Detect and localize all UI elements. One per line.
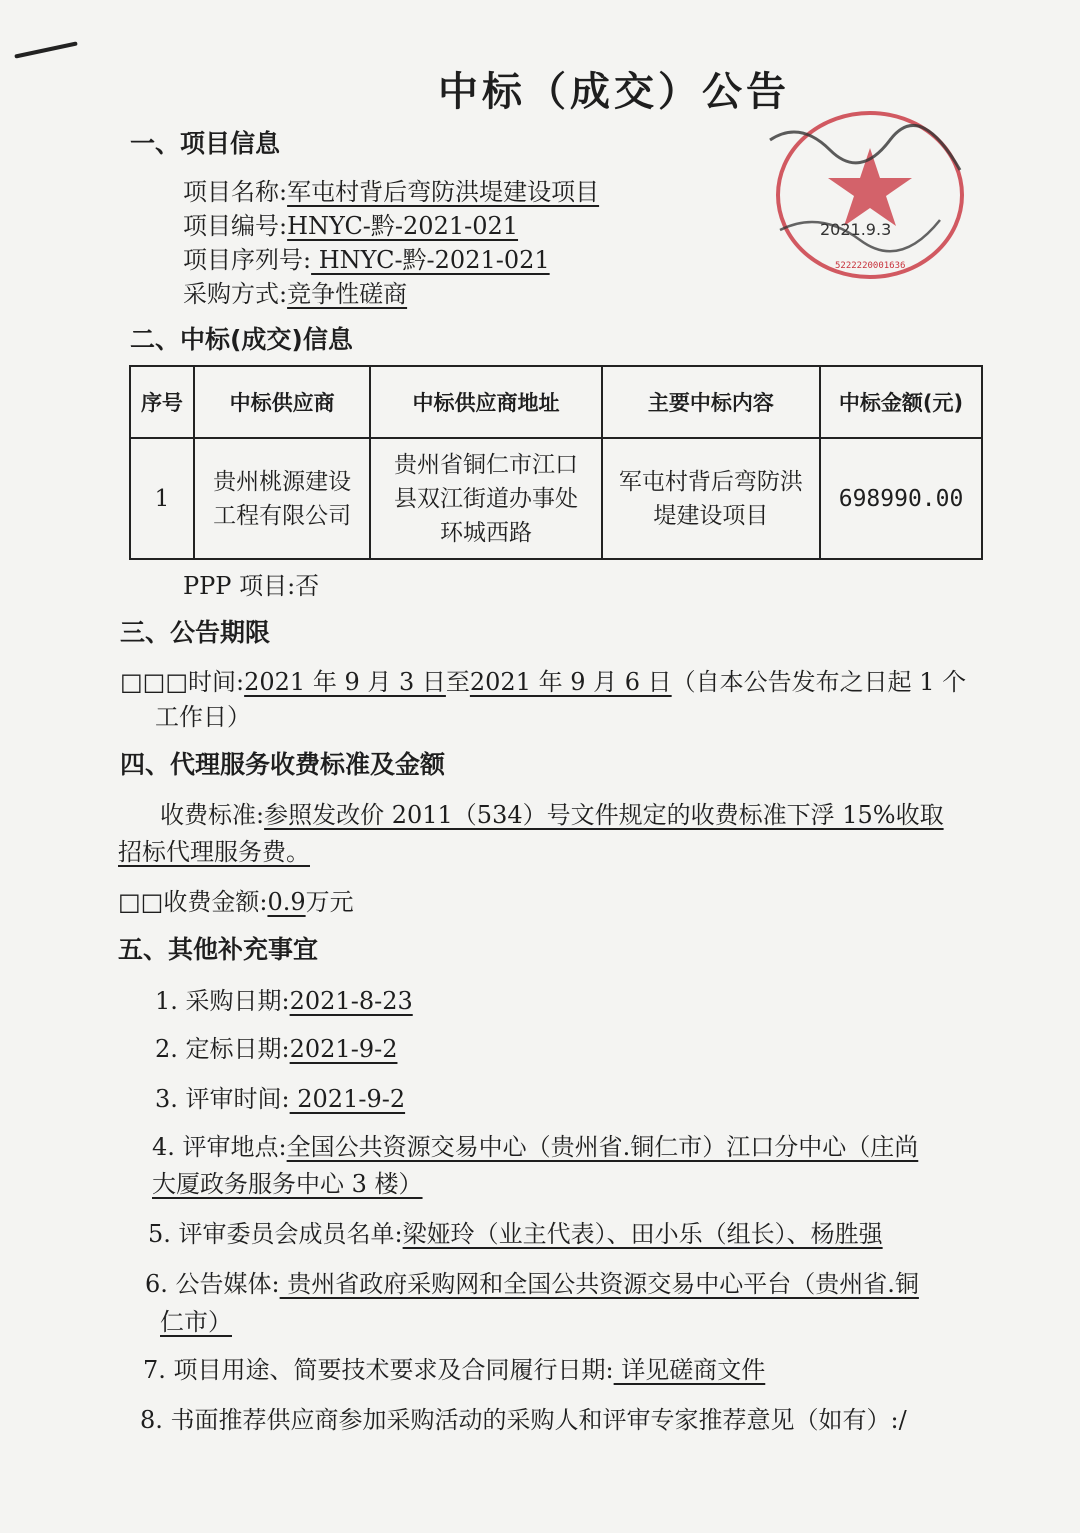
list-item — [152, 1127, 918, 1162]
procurement-method-row — [183, 274, 407, 309]
list-item — [145, 1264, 919, 1299]
address-line2: 县双江街道办事处 — [394, 485, 579, 512]
col-header-supplier: 中标供应商 — [194, 366, 371, 438]
item-label: 3. 评审时间: — [155, 1085, 290, 1113]
item-value: 贵州省政府采购网和全国公共资源交易中心平台（贵州省.铜 — [279, 1270, 919, 1298]
project-code-label: 项目编号: — [183, 212, 288, 240]
procurement-method-label: 采购方式: — [183, 280, 288, 308]
list-item — [143, 1350, 765, 1385]
list-item-cont — [160, 1302, 232, 1337]
supplier-line2: 工程有限公司 — [213, 502, 352, 529]
item-value: 2021-9-2 — [289, 1085, 406, 1113]
award-table — [129, 365, 983, 560]
project-code-row — [183, 206, 518, 241]
fee-amount-unit: 万元 — [305, 888, 354, 916]
col-header-amount: 中标金额(元) — [820, 366, 982, 438]
notice-note: （自本公告发布之日起 1 个 — [671, 668, 967, 696]
supplier-line1: 贵州桃源建设 — [213, 468, 352, 495]
table-row — [130, 438, 982, 559]
fee-amount-row — [118, 882, 354, 917]
project-name-value: 军屯村背后弯防洪堤建设项目 — [287, 178, 600, 206]
item-label: 5. 评审委员会成员名单: — [148, 1220, 403, 1248]
project-code-value: HNYC-黔-2021-021 — [287, 212, 519, 240]
col-header-no: 序号 — [130, 366, 194, 438]
procurement-method-value: 竞争性磋商 — [287, 280, 408, 308]
item-label: 6. 公告媒体: — [145, 1270, 280, 1298]
list-item — [155, 1029, 397, 1064]
list-item — [148, 1214, 883, 1249]
cell-content — [602, 438, 820, 559]
list-item — [155, 1079, 405, 1114]
cell-amount: 698990.00 — [820, 438, 982, 559]
fee-standard-value-cont: 招标代理服务费。 — [118, 838, 310, 866]
project-name-label: 项目名称: — [183, 178, 288, 206]
notice-start-date: 2021 年 9 月 3 日 — [244, 668, 446, 696]
fee-amount-value: 0.9 — [267, 888, 306, 916]
fee-standard-label: 收费标准: — [160, 801, 265, 829]
notice-end-date: 2021 年 9 月 6 日 — [469, 668, 672, 696]
project-serial-label: 项目序列号: — [183, 246, 312, 274]
item-value: / — [898, 1406, 907, 1434]
notice-note-cont: 工作日） — [155, 703, 251, 731]
content-line1: 军屯村背后弯防洪 — [618, 468, 803, 495]
award-table-header — [130, 366, 982, 438]
fee-standard-cont — [118, 832, 310, 867]
item-value: 2021-9-2 — [289, 1035, 398, 1063]
cell-supplier — [194, 438, 371, 559]
section5-heading: 五、其他补充事宜 — [118, 935, 319, 964]
seal-date: 2021.9.3 — [820, 220, 892, 239]
item-label: 4. 评审地点: — [152, 1133, 287, 1161]
list-item — [155, 981, 413, 1016]
item-value: 梁娅玲（业主代表）、田小乐（组长）、杨胜强 — [402, 1220, 883, 1248]
item-value-cont: 仁市） — [160, 1308, 232, 1336]
address-line1: 贵州省铜仁市江口 — [394, 451, 579, 478]
item-label: 8. 书面推荐供应商参加采购活动的采购人和评审专家推荐意见（如有）: — [140, 1406, 899, 1434]
section3-heading: 三、公告期限 — [120, 618, 271, 647]
item-label: 1. 采购日期: — [155, 987, 290, 1015]
pen-mark — [14, 41, 77, 58]
official-seal — [760, 100, 980, 280]
notice-period-row — [120, 662, 966, 697]
section4-heading: 四、代理服务收费标准及金额 — [120, 750, 446, 779]
page-title: 中标（成交）公告 — [438, 69, 790, 115]
address-line3: 环城西路 — [440, 519, 533, 546]
notice-period-prefix: □□□时间: — [120, 668, 245, 696]
list-item-cont — [152, 1164, 423, 1199]
item-label: 7. 项目用途、简要技术要求及合同履行日期: — [143, 1356, 614, 1384]
project-name-row — [183, 172, 599, 207]
fee-standard-value: 参照发改价 2011（534）号文件规定的收费标准下浮 15%收取 — [264, 801, 944, 829]
cell-address — [370, 438, 601, 559]
project-serial-row — [183, 240, 550, 275]
col-header-content: 主要中标内容 — [602, 366, 820, 438]
section1-heading: 一、项目信息 — [130, 129, 281, 158]
project-serial-value: HNYC-黔-2021-021 — [311, 246, 550, 274]
fee-standard-row — [160, 795, 944, 830]
col-header-address: 中标供应商地址 — [370, 366, 601, 438]
notice-to: 至 — [445, 668, 470, 696]
seal-serial: 5222220001636 — [835, 261, 906, 271]
cell-no: 1 — [130, 438, 194, 559]
content-line2: 堤建设项目 — [653, 502, 769, 529]
fee-amount-label: □□收费金额: — [118, 888, 268, 916]
ppp-flag: PPP 项目:否 — [183, 572, 320, 600]
item-value-cont: 大厦政务服务中心 3 楼） — [152, 1170, 423, 1198]
item-label: 2. 定标日期: — [155, 1035, 290, 1063]
item-value: 详见磋商文件 — [613, 1356, 766, 1384]
list-item — [140, 1400, 907, 1435]
section2-heading: 二、中标(成交)信息 — [130, 325, 353, 354]
item-value: 全国公共资源交易中心（贵州省.铜仁市）江口分中心（庄尚 — [286, 1133, 919, 1161]
item-value: 2021-8-23 — [289, 987, 413, 1015]
